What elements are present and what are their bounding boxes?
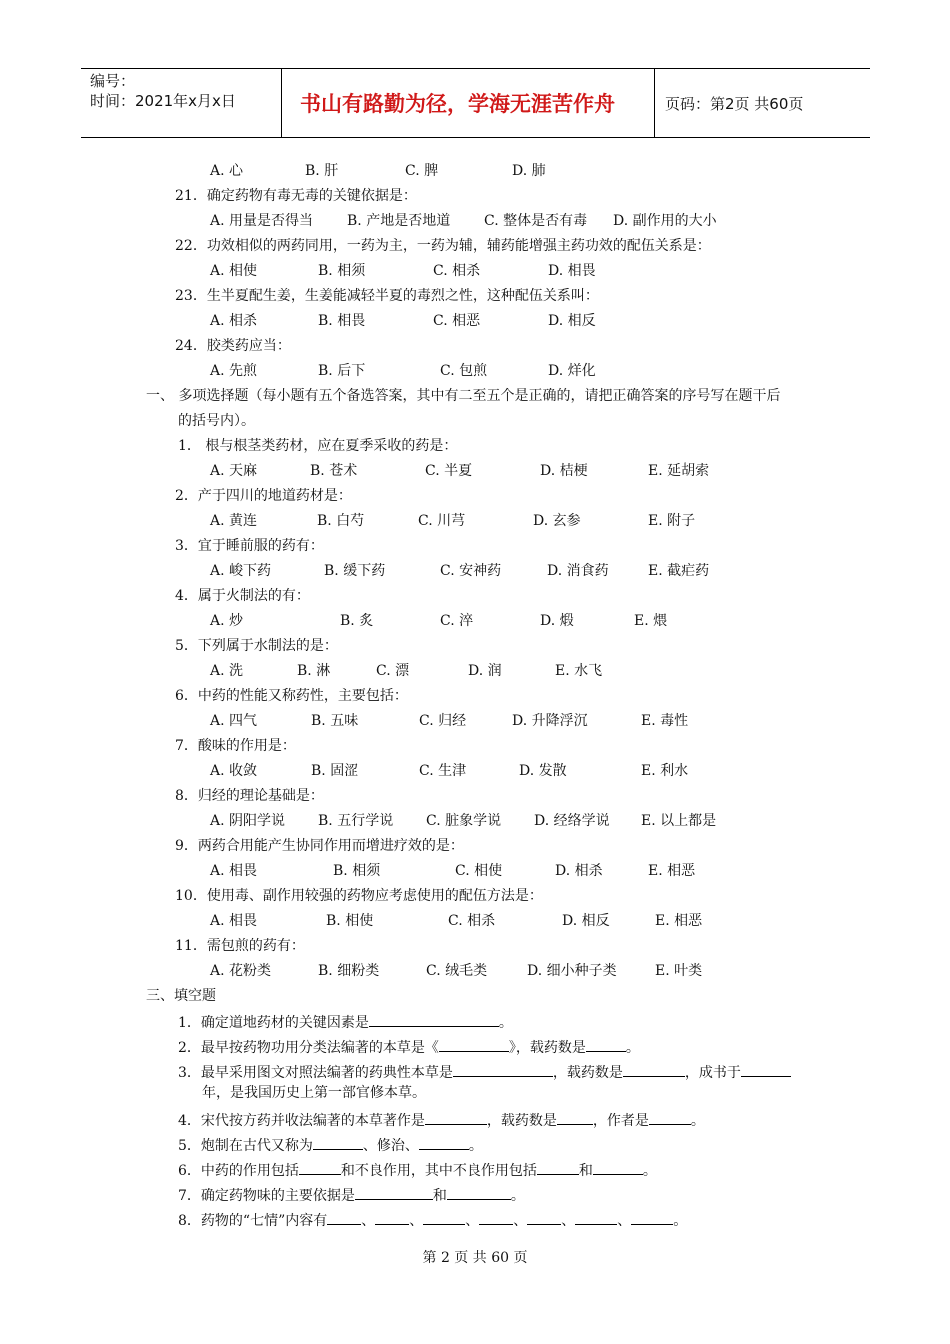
answer-blank[interactable]: [593, 1160, 643, 1175]
answer-blank[interactable]: [631, 1210, 673, 1225]
option: D. 润: [468, 663, 502, 679]
answer-blank[interactable]: [527, 1210, 561, 1225]
option: D. 副作用的大小: [613, 213, 717, 229]
option: B. 五行学说: [318, 813, 394, 829]
option: B. 相须: [333, 863, 381, 879]
fill-question-2: 2．最早按药物功用分类法编著的本草是《 》，载药数是 。: [178, 1037, 640, 1057]
option: A. 先煎: [210, 363, 258, 379]
option: C. 相杀: [448, 913, 496, 929]
answer-blank[interactable]: [369, 1012, 499, 1027]
option: B. 产地是否地道: [347, 213, 451, 229]
option: B. 相使: [326, 913, 374, 929]
option: D. 肺: [512, 163, 546, 179]
fill-question-8: 8．药物的“七情”内容有 、 、 、 、 、 、 。: [178, 1210, 687, 1230]
mc-question-10: 10．使用毒、副作用较强的药物应考虑使用的配伍方法是：: [175, 888, 543, 904]
option: C. 川芎: [418, 513, 466, 529]
option: E. 叶类: [655, 963, 703, 979]
option: E. 相恶: [655, 913, 703, 929]
option: C. 淬: [440, 613, 474, 629]
option: D. 桔梗: [540, 463, 588, 479]
question-21: 21．确定药物有毒无毒的关键依据是：: [175, 188, 417, 204]
answer-blank[interactable]: [575, 1210, 617, 1225]
answer-blank[interactable]: [375, 1210, 409, 1225]
answer-blank[interactable]: [557, 1110, 593, 1125]
answer-blank[interactable]: [313, 1135, 363, 1150]
option: A. 收敛: [210, 763, 258, 779]
answer-blank[interactable]: [423, 1210, 465, 1225]
fill-question-5: 5．炮制在古代又称为 、修治、 。: [178, 1135, 483, 1155]
option: B. 淋: [297, 663, 331, 679]
option: C. 相杀: [433, 263, 481, 279]
option: E. 煨: [634, 613, 668, 629]
option: D. 相反: [548, 313, 596, 329]
mc-question-9: 9．两药合用能产生协同作用而增进疗效的是：: [175, 838, 464, 854]
option: D. 消食药: [547, 563, 609, 579]
mc-question-8: 8．归经的理论基础是：: [175, 788, 324, 804]
option: D. 升降浮沉: [512, 713, 588, 729]
option: B. 五味: [311, 713, 359, 729]
option: A. 相畏: [210, 913, 258, 929]
question-24: 24．胶类药应当：: [175, 338, 291, 354]
answer-blank[interactable]: [425, 1110, 487, 1125]
option: D. 相反: [562, 913, 610, 929]
option: A. 炒: [210, 613, 244, 629]
fill-heading: 三、填空题: [146, 988, 216, 1004]
option: D. 烊化: [548, 363, 596, 379]
mc-question-5: 5．下列属于水制法的是：: [175, 638, 338, 654]
option: A. 峻下药: [210, 563, 272, 579]
question-23: 23．生半夏配生姜，生姜能减轻半夏的毒烈之性，这种配伍关系叫：: [175, 288, 599, 304]
option: C. 安神药: [440, 563, 502, 579]
option: A. 花粉类: [210, 963, 272, 979]
option: A. 相畏: [210, 863, 258, 879]
option: C. 脏象学说: [426, 813, 502, 829]
option: E. 附子: [648, 513, 696, 529]
option: E. 延胡索: [648, 463, 710, 479]
fill-question-3-cont: 年，是我国历史上第一部官修本草。: [202, 1085, 426, 1101]
option: B. 苍术: [310, 463, 358, 479]
option: C. 绒毛类: [426, 963, 488, 979]
option: C. 生津: [419, 763, 467, 779]
answer-blank[interactable]: [586, 1037, 626, 1052]
page-header: [81, 68, 870, 138]
fill-question-1: 1．确定道地药材的关键因素是 。: [178, 1012, 513, 1032]
option: D. 发散: [519, 763, 567, 779]
answer-blank[interactable]: [447, 1185, 511, 1200]
option: B. 细粉类: [318, 963, 380, 979]
option: D. 相畏: [548, 263, 596, 279]
option: E. 以上都是: [641, 813, 717, 829]
question-22: 22．功效相似的两药同用，一药为主，一药为辅，辅药能增强主药功效的配伍关系是：: [175, 238, 711, 254]
option: C. 归经: [419, 713, 467, 729]
option: C. 漂: [376, 663, 410, 679]
fill-question-3: 3．最早采用图文对照法编著的药典性本草是 ，载药数是 ，成书于: [178, 1062, 791, 1082]
time-label: 时间：2021年x月x日: [90, 92, 236, 110]
option: A. 相使: [210, 263, 258, 279]
fill-question-6: 6．中药的作用包括 和不良作用，其中不良作用包括 和 。: [178, 1160, 657, 1180]
option: B. 固涩: [311, 763, 359, 779]
option: E. 水飞: [555, 663, 603, 679]
option: B. 缓下药: [324, 563, 386, 579]
option: B. 肝: [305, 163, 339, 179]
mc-heading: 一、 多项选择题（每小题有五个备选答案，其中有二至五个是正确的，请把正确答案的序号写在题干后: [146, 388, 781, 404]
option: C. 相恶: [433, 313, 481, 329]
answer-blank[interactable]: [479, 1210, 513, 1225]
answer-blank[interactable]: [623, 1062, 685, 1077]
header-motto: 书山有路勤为径，学海无涯苦作舟: [282, 69, 655, 137]
mc-question-6: 6．中药的性能又称药性，主要包括：: [175, 688, 408, 704]
mc-question-7: 7．酸味的作用是：: [175, 738, 296, 754]
header-info: [81, 69, 282, 137]
answer-blank[interactable]: [419, 1135, 469, 1150]
option: D. 相杀: [555, 863, 603, 879]
option: C. 脾: [405, 163, 439, 179]
number-label: 编号：: [90, 72, 136, 90]
option: A. 心: [210, 163, 244, 179]
answer-blank[interactable]: [537, 1160, 579, 1175]
option: B. 相畏: [318, 313, 366, 329]
page-footer: 第 2 页 共 60 页: [422, 1250, 528, 1266]
option: E. 利水: [641, 763, 689, 779]
option: D. 玄参: [533, 513, 581, 529]
option: E. 截疟药: [648, 563, 710, 579]
header-page-info: 页码：第2页 共60页: [665, 94, 804, 113]
option: B. 白芍: [317, 513, 365, 529]
option: D. 煅: [540, 613, 574, 629]
answer-blank[interactable]: [327, 1210, 361, 1225]
option: C. 包煎: [440, 363, 488, 379]
answer-blank[interactable]: [649, 1110, 691, 1125]
option: A. 相杀: [210, 313, 258, 329]
option: B. 炙: [340, 613, 374, 629]
answer-blank[interactable]: [299, 1160, 341, 1175]
answer-blank[interactable]: [453, 1062, 553, 1077]
option: A. 天麻: [210, 463, 258, 479]
mc-heading-cont: 的括号内）。: [178, 413, 255, 429]
option: B. 后下: [318, 363, 366, 379]
option: A. 洗: [210, 663, 244, 679]
option: A. 黄连: [210, 513, 258, 529]
mc-question-3: 3．宜于睡前服的药有：: [175, 538, 324, 554]
mc-question-2: 2．产于四川的地道药材是：: [175, 488, 352, 504]
answer-blank[interactable]: [355, 1185, 433, 1200]
fill-question-7: 7．确定药物味的主要依据是 和 。: [178, 1185, 525, 1205]
answer-blank[interactable]: [741, 1062, 791, 1077]
option: C. 半夏: [425, 463, 473, 479]
option: D. 经络学说: [534, 813, 610, 829]
option: E. 相恶: [648, 863, 696, 879]
option: B. 相须: [318, 263, 366, 279]
option: C. 相使: [455, 863, 503, 879]
mc-question-1: 1． 根与根茎类药材，应在夏季采收的药是：: [178, 438, 458, 454]
option: E. 毒性: [641, 713, 689, 729]
option: D. 细小种子类: [527, 963, 617, 979]
answer-blank[interactable]: [439, 1037, 509, 1052]
option: A. 阴阳学说: [210, 813, 286, 829]
fill-question-4: 4．宋代按方药并收法编著的本草著作是 ，载药数是 ，作者是 。: [178, 1110, 705, 1130]
mc-question-4: 4．属于火制法的有：: [175, 588, 310, 604]
option: C. 整体是否有毒: [484, 213, 588, 229]
mc-question-11: 11．需包煎的药有：: [175, 938, 305, 954]
option: A. 用量是否得当: [210, 213, 314, 229]
option: A. 四气: [210, 713, 258, 729]
